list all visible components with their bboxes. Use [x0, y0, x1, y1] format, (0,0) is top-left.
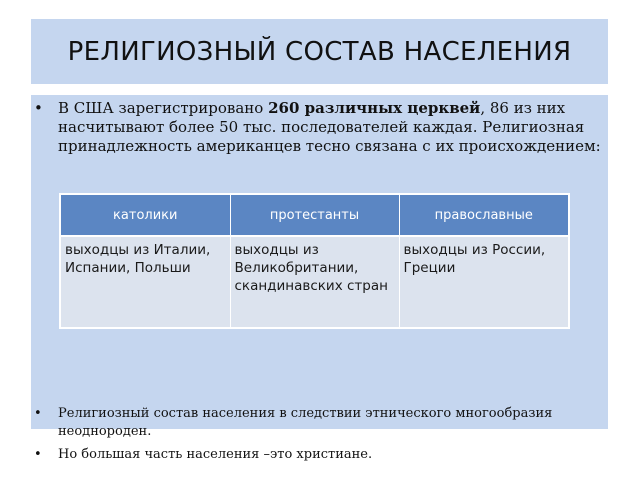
- religion-table: [61, 195, 568, 327]
- bullet-churches-bold: 260 различных церквей: [268, 99, 481, 117]
- cell-orthodox-origin: выходцы из России, Греции: [399, 236, 568, 327]
- header-protestants: протестанты: [230, 195, 399, 236]
- title-banner: [31, 19, 608, 84]
- table-row: [61, 236, 568, 327]
- table-header-row: [61, 195, 568, 236]
- header-orthodox: православные: [399, 195, 568, 236]
- cell-catholics-origin: выходцы из Италии, Испании, Польши: [61, 236, 230, 327]
- cell-protestants-origin: выходцы из Великобритании, скандинавских стран: [230, 236, 399, 327]
- bullet-heterogeneous: • Религиозный состав населения в следствии этнического многообразия неоднороден.: [58, 405, 578, 441]
- religion-table-wrap: [59, 193, 570, 329]
- bullet-churches: [58, 99, 602, 156]
- bullet-churches-text-start: В США зарегистрировано: [58, 99, 269, 117]
- bullet-christians: • Но большая часть населения –это христиане.: [58, 446, 578, 464]
- header-catholics: католики: [61, 195, 230, 236]
- slide-title: РЕЛИГИОЗНЫЙ СОСТАВ НАСЕЛЕНИЯ: [67, 36, 572, 67]
- bullet-churches-text-end: , 86 из них насчитывают более 50 тыс. последователей каждая. Религиозная принадлежность американцев тесно связана с их происхождением:: [58, 99, 601, 155]
